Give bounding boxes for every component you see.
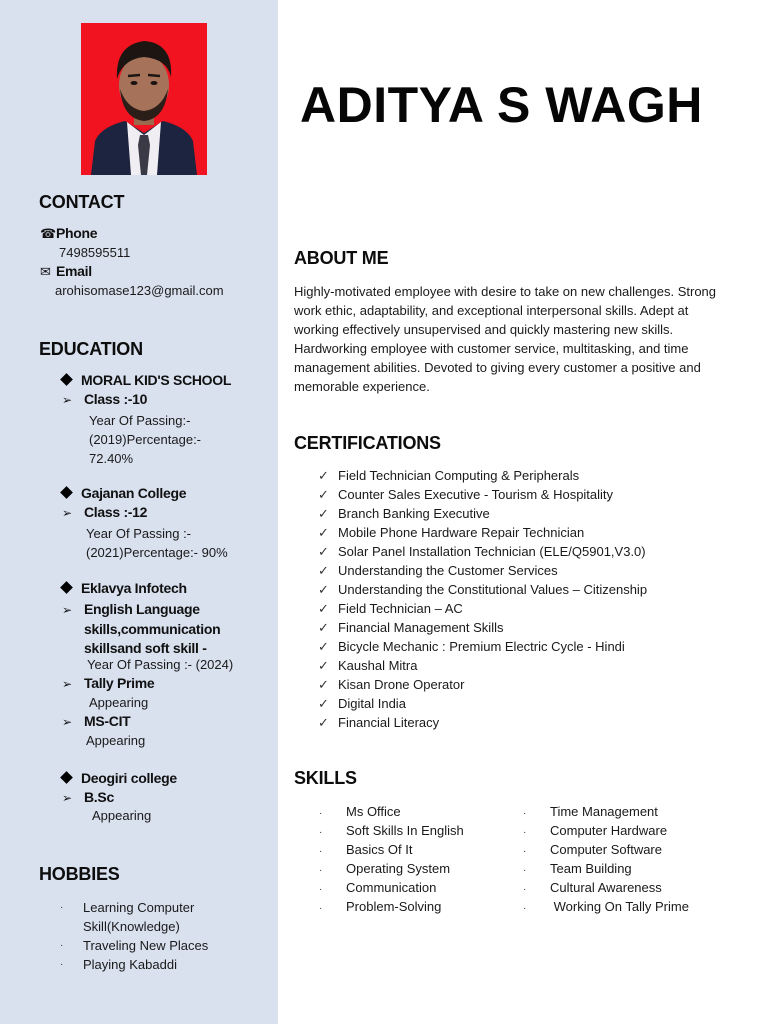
skill-item [523,802,689,821]
skill-item [523,859,689,878]
edu-school-2-label: Gajanan College [81,485,187,501]
phone-value: 7498595511 [59,245,131,260]
about-text: Highly-motivated employee with desire to take on new challenges. Strong work ethic, adaptability, and exceptional interpersonal skills. Adept at working effectively unsupervised and quickly mastering new skills. Hardworking employee with customer service, multitasking, and time management abilities. Devoted to giving every customer a positive and memorable experience. [294,284,717,394]
skill-label: Working On Tally Prime [550,899,689,914]
arrow-bullet-icon: ➢ [62,677,72,691]
bullet-icon: · [319,846,323,857]
bullet-icon: · [523,808,527,819]
diamond-bullet-icon [60,373,73,386]
arrow-bullet-icon: ➢ [62,393,72,407]
edu-school-4 [60,770,177,786]
skill-label: Computer Hardware [550,823,668,838]
check-icon: ✓ [318,677,329,692]
certification-label: Financial Literacy [338,715,440,730]
edu-school-4-label: Deogiri college [81,770,177,786]
edu-school-2 [60,485,186,501]
skill-item [319,878,464,897]
edu-class-2-label: Class :-12 [84,504,148,520]
education-heading: EDUCATION [39,339,143,359]
certification-label: Understanding the Constitutional Values – Citizenship [338,582,648,597]
telephone-icon: ☎ [40,226,56,241]
edu-tally-label: Tally Prime [84,675,155,691]
certification-item [318,694,647,713]
certification-item [318,542,647,561]
check-icon: ✓ [318,525,329,540]
check-icon: ✓ [318,639,329,654]
edu-course-3-line: skillsand soft skill - [84,640,207,656]
certification-item [318,504,647,523]
edu-class-1 [62,391,147,407]
edu-detail-1-line: 72.40% [89,451,134,466]
bullet-icon: · [523,865,527,876]
certification-label: Digital India [338,696,406,711]
phone-label: Phone [56,225,98,241]
profile-photo [81,23,207,175]
hobby-line: Learning Computer [83,900,195,915]
edu-course-3 [62,600,220,658]
certification-item [318,523,647,542]
certification-item [318,713,647,732]
check-icon: ✓ [318,487,329,502]
edu-school-3-label: Eklavya Infotech [81,580,187,596]
certification-label: Kisan Drone Operator [338,677,465,692]
certification-item [318,485,647,504]
edu-school-1-label: MORAL KID'S SCHOOL [81,372,232,388]
portrait-image [81,23,207,175]
edu-class-2 [62,504,147,520]
edu-detail-1-line: Year Of Passing:- [89,413,191,428]
edu-detail-1 [89,411,201,468]
certifications-heading: CERTIFICATIONS [294,433,441,453]
certification-label: Kaushal Mitra [338,658,418,673]
check-icon: ✓ [318,601,329,616]
skill-item [523,878,689,897]
email-row [40,263,92,280]
certification-label: Financial Management Skills [338,620,504,635]
edu-detail-1-line: (2019)Percentage:- [89,432,202,447]
edu-class-4-label: B.Sc [84,789,114,805]
bullet-icon: · [60,940,64,951]
skill-label: Team Building [550,861,632,876]
skill-item [319,840,464,859]
check-icon: ✓ [318,582,329,597]
skill-item [523,821,689,840]
list-item [60,936,208,955]
edu-tally [62,675,154,691]
edu-class-1-label: Class :-10 [84,391,148,407]
certification-label: Understanding the Customer Services [338,563,558,578]
arrow-bullet-icon: ➢ [62,791,72,805]
hobby-line: Traveling New Places [83,938,209,953]
hobbies-heading: HOBBIES [39,864,120,884]
hobby-line: Skill(Knowledge) [83,919,180,934]
skill-label: Basics Of It [346,842,413,857]
edu-detail-2-line: (2021)Percentage:- 90% [86,545,228,560]
skills-column-1 [319,802,464,916]
diamond-bullet-icon [60,486,73,499]
certification-item [318,656,647,675]
bullet-icon: · [319,827,323,838]
certifications-list [318,466,647,732]
certification-item [318,675,647,694]
bullet-icon: · [319,903,323,914]
bullet-icon: · [60,959,64,970]
skill-item [523,897,689,916]
phone-row [40,225,97,242]
edu-course-3-line: skills,communication [84,621,221,637]
edu-detail-2-line: Year Of Passing :- [86,526,192,541]
edu-mscit-status: Appearing [86,733,146,748]
check-icon: ✓ [318,620,329,635]
skill-item [319,821,464,840]
certification-label: Solar Panel Installation Technician (ELE/Q5901,V3.0) [338,544,646,559]
skill-label: Problem-Solving [346,899,442,914]
skills-column-2 [523,802,689,916]
list-item [60,955,208,974]
check-icon: ✓ [318,468,329,483]
skill-label: Soft Skills In English [346,823,464,838]
edu-status-4: Appearing [92,808,152,823]
edu-class-4 [62,789,114,805]
check-icon: ✓ [318,506,329,521]
page-title: ADITYA S WAGH [300,77,703,133]
diamond-bullet-icon [60,581,73,594]
bullet-icon: · [523,884,527,895]
certification-item [318,599,647,618]
about-heading: ABOUT ME [294,248,389,268]
certification-item [318,580,647,599]
list-item [60,898,208,936]
edu-mscit [62,713,130,729]
bullet-icon: · [319,808,323,819]
email-value: arohisomase123@gmail.com [55,283,224,298]
certification-label: Mobile Phone Hardware Repair Technician [338,525,585,540]
bullet-icon: · [319,865,323,876]
edu-mscit-label: MS-CIT [84,713,131,729]
edu-school-3 [60,580,187,596]
certification-item [318,561,647,580]
check-icon: ✓ [318,544,329,559]
envelope-icon: ✉ [40,264,51,279]
skill-label: Time Management [550,804,658,819]
skill-item [523,840,689,859]
email-label: Email [56,263,92,279]
check-icon: ✓ [318,696,329,711]
edu-school-1 [60,372,231,388]
skill-item [319,802,464,821]
check-icon: ✓ [318,658,329,673]
edu-tally-status: Appearing [89,695,149,710]
edu-detail-2 [86,524,228,562]
hobby-line: Playing Kabaddi [83,957,177,972]
certification-label: Counter Sales Executive - Tourism & Hospitality [338,487,614,502]
certification-item [318,618,647,637]
skills-heading: SKILLS [294,768,357,788]
certification-label: Branch Banking Executive [338,506,490,521]
diamond-bullet-icon [60,771,73,784]
skill-label: Operating System [346,861,451,876]
bullet-icon: · [60,902,64,913]
arrow-bullet-icon: ➢ [62,506,72,520]
certification-item [318,466,647,485]
certification-label: Field Technician – AC [338,601,463,616]
hobbies-list [60,898,208,974]
bullet-icon: · [319,884,323,895]
certification-label: Field Technician Computing & Peripherals [338,468,580,483]
arrow-bullet-icon: ➢ [62,715,72,729]
edu-year-3: Year Of Passing :- (2024) [87,657,234,672]
arrow-bullet-icon: ➢ [62,603,72,617]
certification-label: Bicycle Mechanic : Premium Electric Cycle - Hindi [338,639,625,654]
certification-item [318,637,647,656]
skill-item [319,897,464,916]
contact-heading: CONTACT [39,192,125,212]
check-icon: ✓ [318,563,329,578]
skill-label: Ms Office [346,804,401,819]
skill-label: Cultural Awareness [550,880,662,895]
edu-course-3-line: English Language [84,601,200,617]
check-icon: ✓ [318,715,329,730]
bullet-icon: · [523,903,527,914]
skill-label: Computer Software [550,842,662,857]
skill-label: Communication [346,880,437,895]
bullet-icon: · [523,846,527,857]
skill-item [319,859,464,878]
bullet-icon: · [523,827,527,838]
